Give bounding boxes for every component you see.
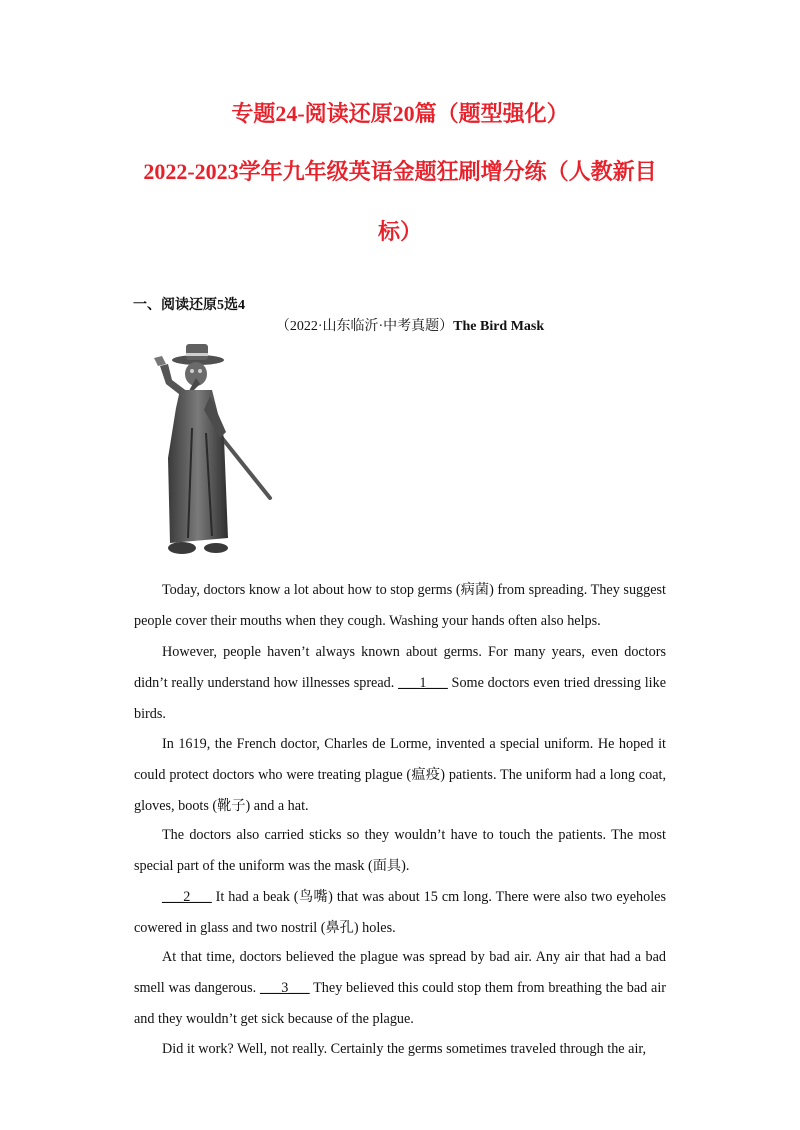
paragraph-2 — [134, 637, 666, 730]
blank-2: ___2___ — [162, 889, 212, 905]
article-title: The Bird Mask — [453, 319, 545, 334]
paragraph-4: The doctors also carried sticks so they wouldn’t have to touch the patients. The most special part of the uniform was the mask (面具). — [134, 827, 666, 874]
paragraph-text: At that time, doctors believed the plague was spread by bad air. Any air that had a bad smell was dangerous. — [134, 949, 666, 996]
paragraph-1: Today, doctors know a lot about how to stop germs (病菌) from spreading. They suggest people cover their mouths when they cough. Washing your hands often also helps. — [134, 582, 666, 629]
blank-1: ___1___ — [398, 675, 448, 691]
document-title-line-2: 2022-2023学年九年级英语金题狂刷增分练（人教新目 — [143, 159, 657, 184]
source-prefix: （2022·山东临沂·中考真题） — [275, 319, 454, 334]
plague-doctor-illustration — [140, 338, 280, 568]
paragraph-6 — [134, 942, 666, 1035]
paragraph-text: Some doctors even tried dressing like birds. — [134, 675, 666, 722]
paragraph-5 — [134, 882, 666, 944]
paragraph-text: It had a beak (鸟嘴) that was about 15 cm long. There were also two eyeholes cowered in glass and two nostril (鼻孔) holes. — [134, 889, 666, 936]
document-title-line-1: 专题24-阅读还原20篇（题型强化） — [231, 101, 569, 126]
document-title-line-3: 标） — [377, 219, 422, 244]
paragraph-7: Did it work? Well, not really. Certainly the germs sometimes traveled through the air, — [162, 1041, 647, 1057]
blank-3: ___3___ — [259, 980, 310, 996]
section-heading: 一、阅读还原5选4 — [133, 298, 245, 313]
paragraph-text: However, people haven’t always known about germs. For many years, even doctors didn’t really understand how illnesses spread. — [134, 644, 666, 691]
article-source — [0, 315, 800, 335]
paragraph-text: They believed this could stop them from breathing the bad air and they wouldn’t get sick because of the plague. — [134, 980, 666, 1027]
paragraph-3: In 1619, the French doctor, Charles de Lorme, invented a special uniform. He hoped it could protect doctors who were treating plague (瘟疫) patients. The uniform had a long coat, gloves, boots (靴子) and a hat. — [134, 736, 666, 814]
